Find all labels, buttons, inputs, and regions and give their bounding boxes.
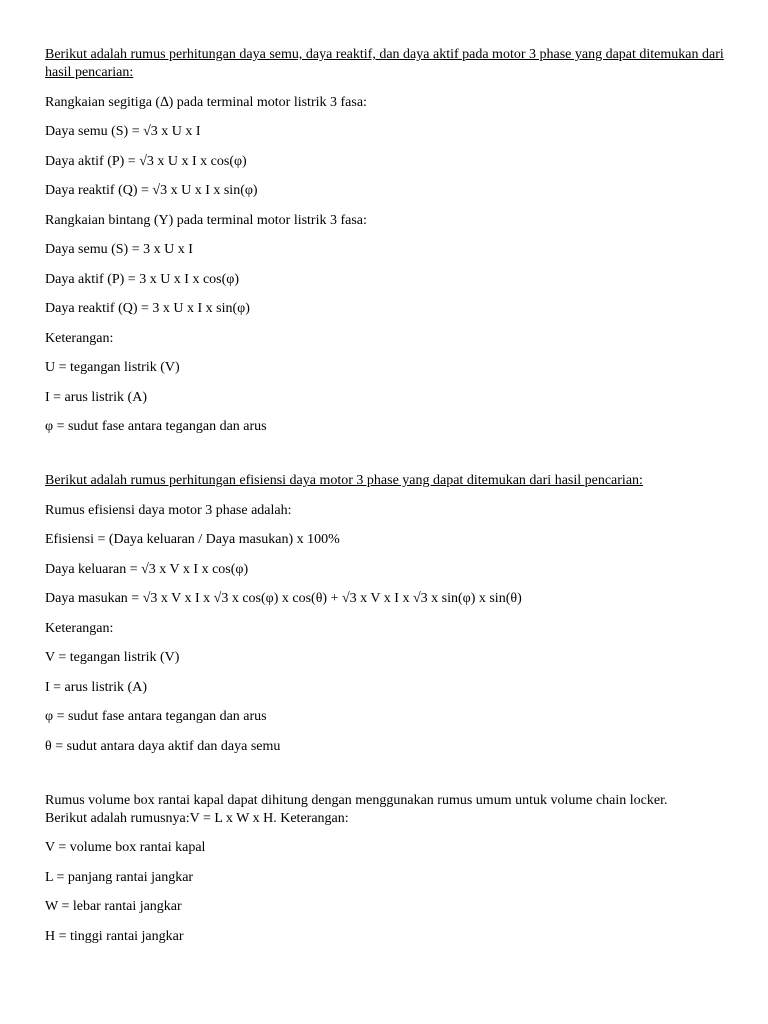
text-line: H = tinggi rantai jangkar xyxy=(45,928,184,944)
text-line: W = lebar rantai jangkar xyxy=(45,899,182,914)
section-heading-efficiency: Berikut adalah rumus perhitungan efisiensi daya motor 3 phase yang dapat ditemukan dari hasil pencarian: xyxy=(45,473,643,488)
text-line: Daya semu (S) = √3 x U x I xyxy=(45,124,201,139)
text-line: φ = sudut fase antara tegangan dan arus xyxy=(45,709,267,724)
text-line: V = volume box rantai kapal xyxy=(45,840,206,855)
text-line: Daya masukan = √3 x V x I x √3 x cos(φ) x cos(θ) + √3 x V x I x √3 x sin(φ) x sin(θ) xyxy=(45,591,522,606)
text-line: Keterangan: xyxy=(45,330,114,346)
text-line: Rangkaian segitiga (∆) pada terminal motor listrik 3 fasa: xyxy=(45,94,367,110)
section-chain-locker-volume xyxy=(45,792,735,946)
text-line: Daya reaktif (Q) = 3 x U x I x sin(φ) xyxy=(45,301,250,316)
text-line: θ = sudut antara daya aktif dan daya semu xyxy=(45,738,281,754)
paragraph-line: Rumus volume box rantai kapal dapat dihitung dengan menggunakan rumus umum untuk volume chain locker. xyxy=(45,792,668,808)
section-heading-power: Berikut adalah rumus perhitungan daya semu, daya reaktif, dan daya aktif pada motor 3 phase yang dapat ditemukan dari hasil pencarian: xyxy=(45,47,724,80)
text-line: Daya aktif (P) = 3 x U x I x cos(φ) xyxy=(45,271,240,287)
document-page xyxy=(45,46,735,946)
text-line: Daya reaktif (Q) = √3 x U x I x sin(φ) xyxy=(45,183,258,198)
text-line: I = arus listrik (A) xyxy=(45,389,147,405)
paragraph-line: Berikut adalah rumusnya:V = L x W x H. Keterangan: xyxy=(45,810,349,826)
text-line: Daya keluaran = √3 x V x I x cos(φ) xyxy=(45,561,249,577)
section-intro-paragraph xyxy=(45,792,735,828)
text-line: Daya aktif (P) = √3 x U x I x cos(φ) xyxy=(45,153,247,169)
text-line: U = tegangan listrik (V) xyxy=(45,360,180,375)
text-line: L = panjang rantai jangkar xyxy=(45,869,194,885)
text-line: Keterangan: xyxy=(45,620,114,636)
text-line: Daya semu (S) = 3 x U x I xyxy=(45,242,193,257)
text-line: Rangkaian bintang (Y) pada terminal motor listrik 3 fasa: xyxy=(45,212,367,228)
section-power-formulas xyxy=(45,46,735,436)
text-line: V = tegangan listrik (V) xyxy=(45,650,180,665)
text-line: Efisiensi = (Daya keluaran / Daya masukan) x 100% xyxy=(45,532,340,547)
text-line: Rumus efisiensi daya motor 3 phase adalah: xyxy=(45,502,292,518)
text-line: φ = sudut fase antara tegangan dan arus xyxy=(45,419,267,434)
section-efficiency-formulas xyxy=(45,472,735,756)
text-line: I = arus listrik (A) xyxy=(45,679,147,695)
